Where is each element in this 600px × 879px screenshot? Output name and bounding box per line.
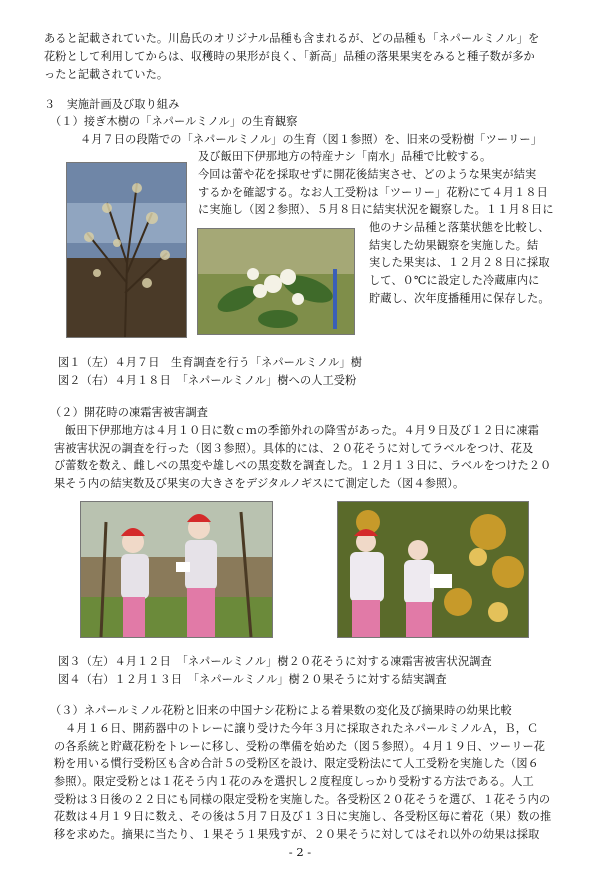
sub2-heading: （２）開花時の凍霜害被害調査	[50, 406, 209, 419]
sub1-para-line-6: 他のナシ品種と落葉状態を比較し、	[369, 221, 550, 234]
sub2-para-line-4: 果そう内の結実数及び果実の大きさをデジタルノギスにて測定した（図４参照）。	[54, 477, 465, 490]
sub1-para-line-9: して、０℃に設定した冷蔵庫内に	[369, 274, 540, 287]
sub2-para-line-2: 害被害状況の調査を行った（図３参照）。具体的には、２０花そうに対してラベルをつけ、花及	[54, 442, 534, 455]
figure-1-photo	[66, 162, 187, 338]
sub2-para-line-3: び蕾数を数え、雌しべの黒変や雄しべの黒変数を調査した。１２月１３日に、ラベルをつけた２０	[54, 459, 552, 472]
figure-2-photo	[197, 228, 355, 335]
figure-3-caption: 図３（左）４月１２日 「ネパールミノル」樹２０花そうに対する凍霜害被害状況調査	[58, 655, 492, 668]
figure-4-photo	[337, 501, 529, 638]
sub3-heading: （３）ネパールミノル花粉と旧来の中国ナシ花粉による着果数の変化及び摘果時の幼果比較	[50, 704, 512, 717]
sub1-para-line-1: ４月７日の段階での「ネパールミノル」の生育（図１参照）を、旧来の受粉樹「ツーリー」	[80, 133, 543, 146]
sub3-para-line-6: 花数は４月１９日に数え、その後は５月７日及び１３日に実施し、各受粉区毎に着花（果）数の推	[54, 810, 552, 823]
sub1-para-line-2: 及び飯田下伊那地方の特産ナシ「南水」品種で比較する。	[198, 150, 492, 163]
intro-line-2: 花粉として利用してからは、収穫時の果形が良く、「新高」品種の落果果実をみると種子数が多か	[44, 50, 535, 63]
intro-line-1: あると記載されていた。川島氏のオリジナル品種も含まれるが、どの品種も「ネパールミノル」を	[44, 32, 540, 45]
sub1-heading: （１）接ぎ木樹の「ネパールミノル」の生育観察	[50, 115, 298, 128]
sub1-para-line-4: するかを確認する。なお人工受粉は「ツーリー」花粉にて４月１８日	[198, 186, 548, 199]
page-number: - 2 -	[288, 845, 312, 859]
sub3-para-line-5: 受粉は３日後の２２日にも同様の限定受粉を実施した。各受粉区２０花そうを選び、１花そう内の	[54, 793, 551, 806]
sub3-para-line-1: ４月１６日、開葯器中のトレーに譲り受けた今年３月に採取されたネパールミノルＡ，Ｂ，Ｃ	[65, 722, 539, 735]
sub3-para-line-7: 移を求めた。摘果に当たり、１果そう１果残すが、２０果そうに対してはそれ以外の幼果は採取	[54, 828, 540, 841]
sub3-para-line-3: 粉を用いる慣行受粉区も含め合計５の受粉区を設け、限定受粉法にて人工受粉を実施した（図６	[54, 757, 539, 770]
sub2-para-line-1: 飯田下伊那地方は４月１０日に数ｃｍの季節外れの降雪があった。４月９日及び１２日に凍霜	[65, 424, 539, 437]
sub3-para-line-2: の各系統と貯蔵花粉をトレーに移し、受粉の準備を始めた（図５参照）。４月１９日、ツーリー花	[54, 740, 546, 753]
sub1-para-line-3: 今回は蕾や花を採取せずに開花後結実させ、どのような果実が結実	[198, 168, 537, 181]
sub1-para-line-8: 実した果実は、１２月２８日に採取	[369, 256, 550, 269]
section-3-heading: ３ 実施計画及び取り組み	[44, 98, 180, 111]
figure-4-caption: 図４（右）１２月１３日 「ネパールミノル」樹２０果そうに対する結実調査	[58, 673, 447, 686]
figure-2-caption: 図２（右）４月１８日 「ネパールミノル」樹への人工受粉	[58, 374, 357, 387]
figure-3-photo	[80, 501, 273, 638]
sub1-para-line-5: に実施し（図２参照）、５月８日に結実状況を観察した。１１月８日に	[198, 203, 554, 216]
figure-1-caption: 図１（左）４月７日 生育調査を行う「ネパールミノル」樹	[58, 356, 362, 369]
sub1-para-line-7: 結実した幼果観察を実施した。結	[369, 239, 539, 252]
sub3-para-line-4: 参照）。限定受粉とは１花そう内１花のみを選択し２度程度しっかり受粉する方法である。人工	[54, 775, 534, 788]
intro-line-3: ったと記載されていた。	[44, 68, 169, 81]
sub1-para-line-10: 貯蔵し、次年度播種用に保存した。	[369, 292, 550, 305]
